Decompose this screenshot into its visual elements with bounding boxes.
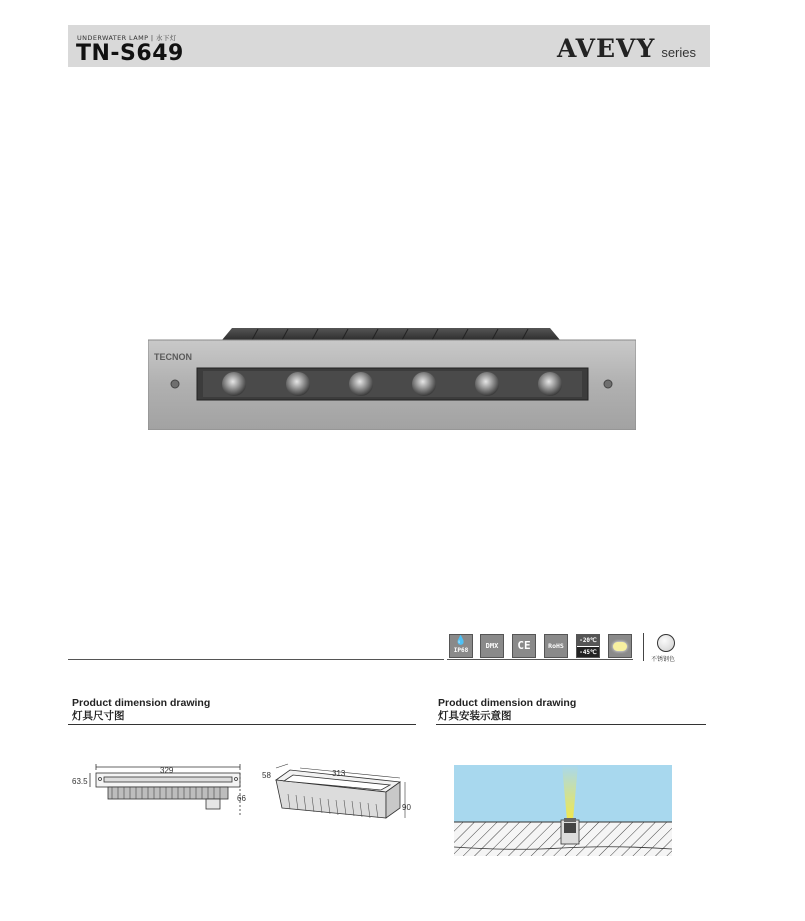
model-number: TN-S649: [76, 41, 184, 66]
right-section-title-cn: 灯具安装示意图: [438, 710, 512, 722]
finish-color-label: 不锈钢色: [651, 656, 676, 663]
badge-separator: [643, 633, 644, 661]
rohs-badge: RoHS: [544, 634, 568, 658]
led-lens: [222, 372, 246, 396]
screw-right: [604, 380, 612, 388]
installation-diagram: [452, 765, 674, 860]
dimension-length-label: 329: [160, 766, 174, 775]
dimension-depth-label: 66: [237, 794, 246, 803]
badge-divider-line: [447, 659, 633, 660]
right-section-title-en: Product dimension drawing: [438, 697, 577, 709]
led-lens: [475, 372, 499, 396]
lamp-head: [564, 818, 576, 822]
screw-left: [171, 380, 179, 388]
heat-sink-fins: [222, 328, 560, 340]
product-photo: [148, 326, 636, 430]
left-section-rule: [68, 724, 416, 725]
ip68-badge: 💧 IP68: [449, 634, 473, 658]
led-lens: [286, 372, 310, 396]
front-view-drawing: [70, 760, 260, 830]
brand-mark: TECNON: [154, 352, 192, 362]
temperature-badge: -20℃ -45℃: [576, 634, 600, 658]
series-word: series: [661, 45, 696, 60]
header-bar: [68, 25, 710, 67]
led-lens: [349, 372, 373, 396]
led-lens: [538, 372, 562, 396]
light-color-badge: [608, 634, 632, 658]
left-section-title-cn: 灯具尺寸图: [72, 710, 125, 722]
left-section-heading: [72, 697, 210, 723]
dmx-badge: DMX: [480, 634, 504, 658]
ce-badge: CE: [512, 634, 536, 658]
dimension-height-label: 63.5: [72, 777, 88, 786]
product-category: UNDERWATER LAMP | 水下灯: [77, 34, 177, 42]
dimension-iso-height-label: 90: [402, 803, 411, 812]
left-section-title-en: Product dimension drawing: [72, 697, 211, 709]
divider-line: [68, 659, 444, 660]
isometric-view-drawing: [260, 762, 415, 832]
right-section-heading: [438, 697, 576, 723]
series-title: [557, 34, 696, 63]
led-lens: [412, 372, 436, 396]
series-name: AVEVY: [557, 34, 656, 63]
lamp-body: [564, 823, 576, 833]
light-color-bulb-icon: [613, 642, 627, 651]
right-section-rule: [436, 724, 706, 725]
finish-color-swatch: [657, 634, 675, 652]
dimension-iso-length-label: 313: [332, 769, 346, 778]
dimension-width-label: 58: [262, 771, 271, 780]
